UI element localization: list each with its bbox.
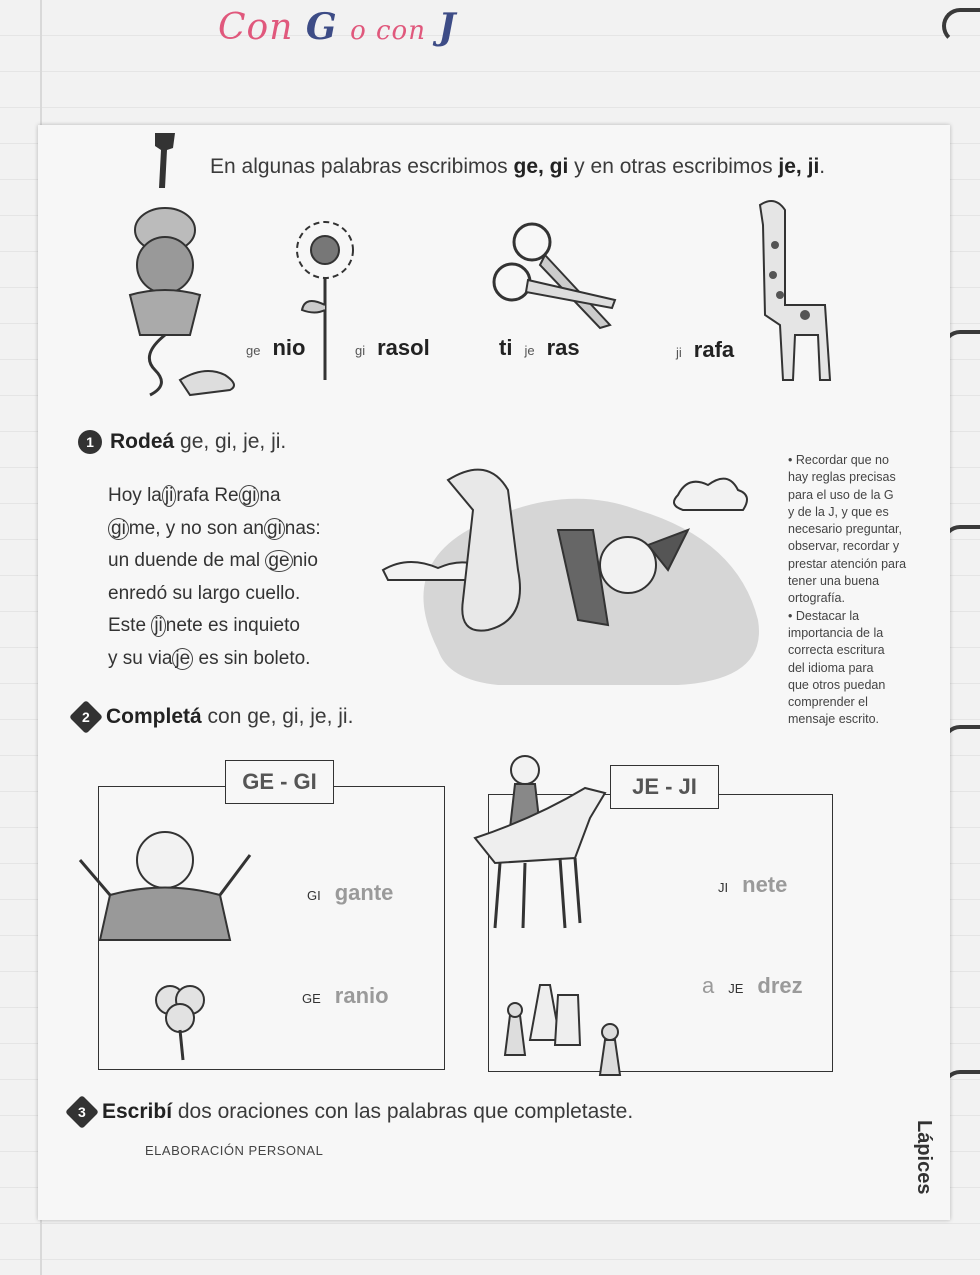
exercise-number: 1 [78, 430, 102, 454]
exercise-1-heading [78, 430, 286, 454]
title-part: Con [218, 7, 294, 48]
fill-prefix: a [702, 973, 715, 998]
giraffe-illustration [735, 195, 845, 385]
poem [108, 480, 321, 675]
circled-syllable: gi [264, 518, 285, 540]
exercise-text: con ge, gi, je, ji. [201, 705, 354, 728]
word-hint: ji [676, 345, 682, 360]
circled-syllable: ge [265, 550, 292, 572]
horse-rider-illustration [455, 748, 615, 938]
exercise-text: ge, gi, je, ji. [174, 430, 287, 453]
circled-syllable: gi [239, 485, 260, 507]
publisher-brand: Lápices [913, 1120, 935, 1195]
word-stem: nio [272, 335, 306, 360]
word-stem: rasol [377, 335, 430, 360]
exercise-number: 3 [65, 1095, 99, 1129]
word-hint: je [524, 343, 535, 358]
word-stem: ras [546, 335, 580, 360]
giraffe-elf-illustration [378, 450, 778, 690]
note-line: observar, recordar y [788, 539, 900, 554]
note-line: para el uso de la G [788, 487, 894, 502]
intro-sentence [210, 155, 825, 179]
intro-bold: ge, gi [513, 155, 569, 178]
picture-word-3 [499, 335, 580, 361]
word-hint: gi [355, 343, 366, 358]
poem-line: Este ji nete es inquieto [108, 615, 300, 636]
note-line: • Recordar que no [788, 453, 889, 467]
poem-line: enredó su largo cuello. [108, 582, 301, 604]
poem-line: y su via je es sin boleto. [108, 647, 311, 669]
handwritten-answer: JE [728, 981, 744, 996]
note-line: correcta escritura [788, 643, 885, 658]
handwritten-answer: GI [307, 888, 321, 903]
picture-word-2 [355, 335, 430, 361]
je-ji-label: JE - JI [610, 765, 719, 809]
circled-syllable: ji [151, 615, 165, 637]
note-line: y de la J, y que es [788, 504, 889, 519]
fill-stem: gante [334, 880, 394, 905]
lamp-icon [145, 128, 185, 198]
exercise-text: dos oraciones con las palabras que completaste. [172, 1100, 634, 1123]
circled-syllable: je [172, 648, 193, 670]
scissors-illustration [490, 220, 630, 340]
exercise-number: 2 [69, 700, 103, 734]
fill-item-ajedrez [702, 973, 803, 999]
fill-stem: drez [757, 973, 803, 998]
handwritten-answer: GE [302, 991, 321, 1006]
word-stem: rafa [693, 337, 735, 362]
poem-line: un duende de mal ge nio [108, 550, 318, 571]
personal-elaboration-label: ELABORACIÓN PERSONAL [145, 1143, 324, 1158]
note-line: tener una buena [788, 574, 880, 589]
intro-text: . [819, 155, 826, 178]
note-line: prestar atención para [788, 556, 907, 571]
fill-item-geranio [302, 983, 389, 1009]
note-line: ortografía. [788, 591, 845, 606]
title-part: G [305, 6, 338, 48]
fill-item-jinete [718, 872, 787, 898]
note-line: que otros puedan [788, 677, 886, 692]
exercise-3-heading [70, 1100, 633, 1124]
picture-word-4 [676, 337, 734, 363]
fill-item-gigante [307, 880, 393, 906]
giant-illustration [70, 825, 260, 945]
fill-stem: ranio [334, 983, 389, 1008]
title-part: o con [350, 16, 426, 46]
exercise-verb: Escribí [102, 1100, 173, 1123]
note-line: hay reglas precisas [788, 470, 896, 485]
circled-syllable: gi [108, 518, 129, 540]
note-line: • Destacar la [788, 608, 860, 623]
handwritten-title [218, 6, 456, 48]
teacher-note [788, 452, 938, 729]
genie-illustration [110, 195, 250, 405]
handwritten-answer: JI [718, 880, 729, 895]
note-line: comprender el [788, 695, 868, 710]
poem-line: Hoy la ji rafa Re gi na [108, 485, 281, 506]
binder-ring [942, 8, 980, 44]
note-line: del idioma para [788, 660, 874, 675]
note-line: mensaje escrito. [788, 712, 880, 727]
intro-text: En algunas palabras escribimos [210, 155, 514, 178]
note-line: importancia de la [788, 625, 884, 640]
word-prefix: ti [499, 335, 513, 360]
ge-gi-label: GE - GI [225, 760, 334, 804]
exercise-verb: Completá [106, 705, 202, 728]
note-line: necesario preguntar, [788, 522, 902, 537]
poem-line: gi me, y no son an gi nas: [108, 513, 321, 546]
chess-pieces-illustration [500, 970, 630, 1080]
intro-bold: je, ji [778, 155, 820, 178]
circled-syllable: ji [162, 485, 176, 507]
title-part: J [438, 6, 457, 48]
exercise-verb: Rodeá [110, 430, 175, 453]
geranium-illustration [145, 980, 225, 1065]
exercise-2-heading [74, 705, 353, 729]
picture-word-1 [246, 335, 305, 361]
fill-stem: nete [742, 872, 788, 897]
word-hint: ge [246, 343, 261, 358]
intro-text: y en otras escribimos [568, 155, 779, 178]
